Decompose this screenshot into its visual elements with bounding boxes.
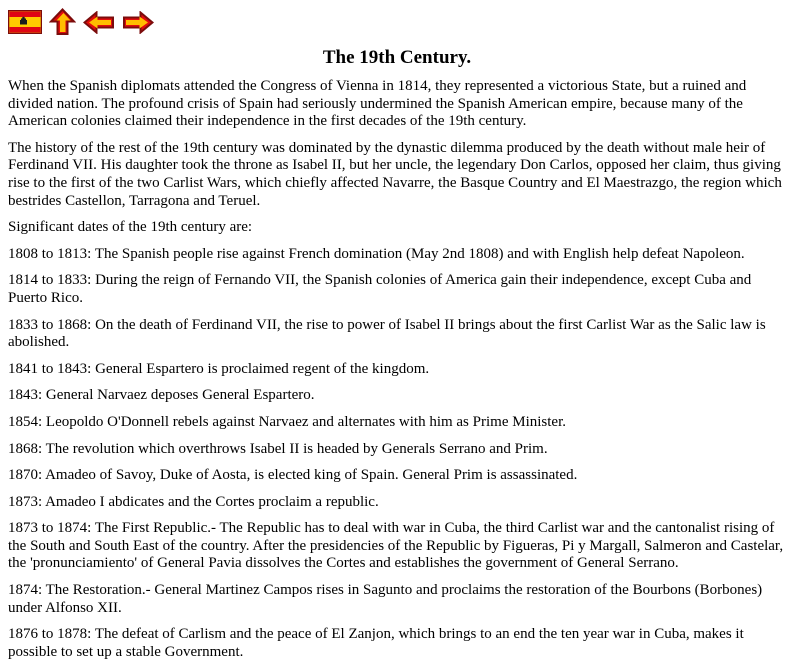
up-arrow-icon[interactable] [49, 8, 76, 36]
paragraph: The history of the rest of the 19th century was dominated by the dynastic dilemma produced by the death without male heir of Ferdinand VII. His daughter took the throne as Isabel II, but her uncle, the legendary Don Carlos, opposed her claim, thus giving rise to the first of the two Carlist Wars, which chiefly affected Navarre, the Basque Country and El Maestrazgo, the region which bestrides Castellon, Tarragona and Teruel. [8, 139, 782, 209]
paragraph: 1841 to 1843: General Espartero is proclaimed regent of the kingdom. [8, 360, 430, 377]
paragraph: 1833 to 1868: On the death of Ferdinand VII, the rise to power of Isabel II brings about the first Carlist War as the Salic law is abolished. [8, 316, 766, 351]
paragraph: 1854: Leopoldo O'Donnell rebels against Narvaez and alternates with him as Prime Minister. [8, 413, 566, 430]
paragraph: 1873: Amadeo I abdicates and the Cortes proclaim a republic. [8, 493, 379, 510]
paragraph: 1808 to 1813: The Spanish people rise against French domination (May 2nd 1808) and with English help defeat Napoleon. [8, 245, 745, 262]
spain-flag-icon[interactable] [8, 10, 42, 34]
paragraph: 1814 to 1833: During the reign of Fernando VII, the Spanish colonies of America gain their independence, except Cuba and Puerto Rico. [8, 272, 752, 306]
paragraph: When the Spanish diplomats attended the Congress of Vienna in 1814, they represented a victorious State, but a ruined and divided nation. The profound crisis of Spain had seriously undermined the Spanish American empire, because many of the American colonies claimed their independence in the first decades of the 19th century. [8, 78, 747, 130]
paragraph: 1843: General Narvaez deposes General Espartero. [8, 387, 315, 404]
paragraph: 1874: The Restoration.- General Martinez Campos rises in Sagunto and proclaims the restoration of the Bourbons (Borbones) under Alfonso XII. [8, 582, 763, 616]
left-arrow-icon[interactable] [83, 11, 115, 34]
paragraph: 1868: The revolution which overthrows Isabel II is headed by Generals Serrano and Prim. [8, 440, 548, 457]
paragraph: 1876 to 1878: The defeat of Carlism and the peace of El Zanjon, which brings to an end the ten year war in Cuba, makes it possible to set up a stable Government. [8, 626, 744, 660]
page-title: The 19th Century. [322, 47, 472, 68]
content [8, 78, 786, 661]
nav-bar [8, 8, 786, 36]
paragraph: Significant dates of the 19th century are: [8, 219, 253, 236]
paragraph: 1873 to 1874: The First Republic.- The Republic has to deal with war in Cuba, the third Carlist war and the cantonalist rising of the South and South East of the country. After the presidencies of the Republic by Figueras, Pi y Margall, Salmeron and Castelar, the 'pronunciamiento' of General Pavia dissolves the Cortes and establishes the government of General Serrano. [8, 520, 784, 572]
paragraph: 1870: Amadeo of Savoy, Duke of Aosta, is elected king of Spain. General Prim is assassinated. [8, 467, 578, 484]
right-arrow-icon[interactable] [122, 11, 154, 34]
